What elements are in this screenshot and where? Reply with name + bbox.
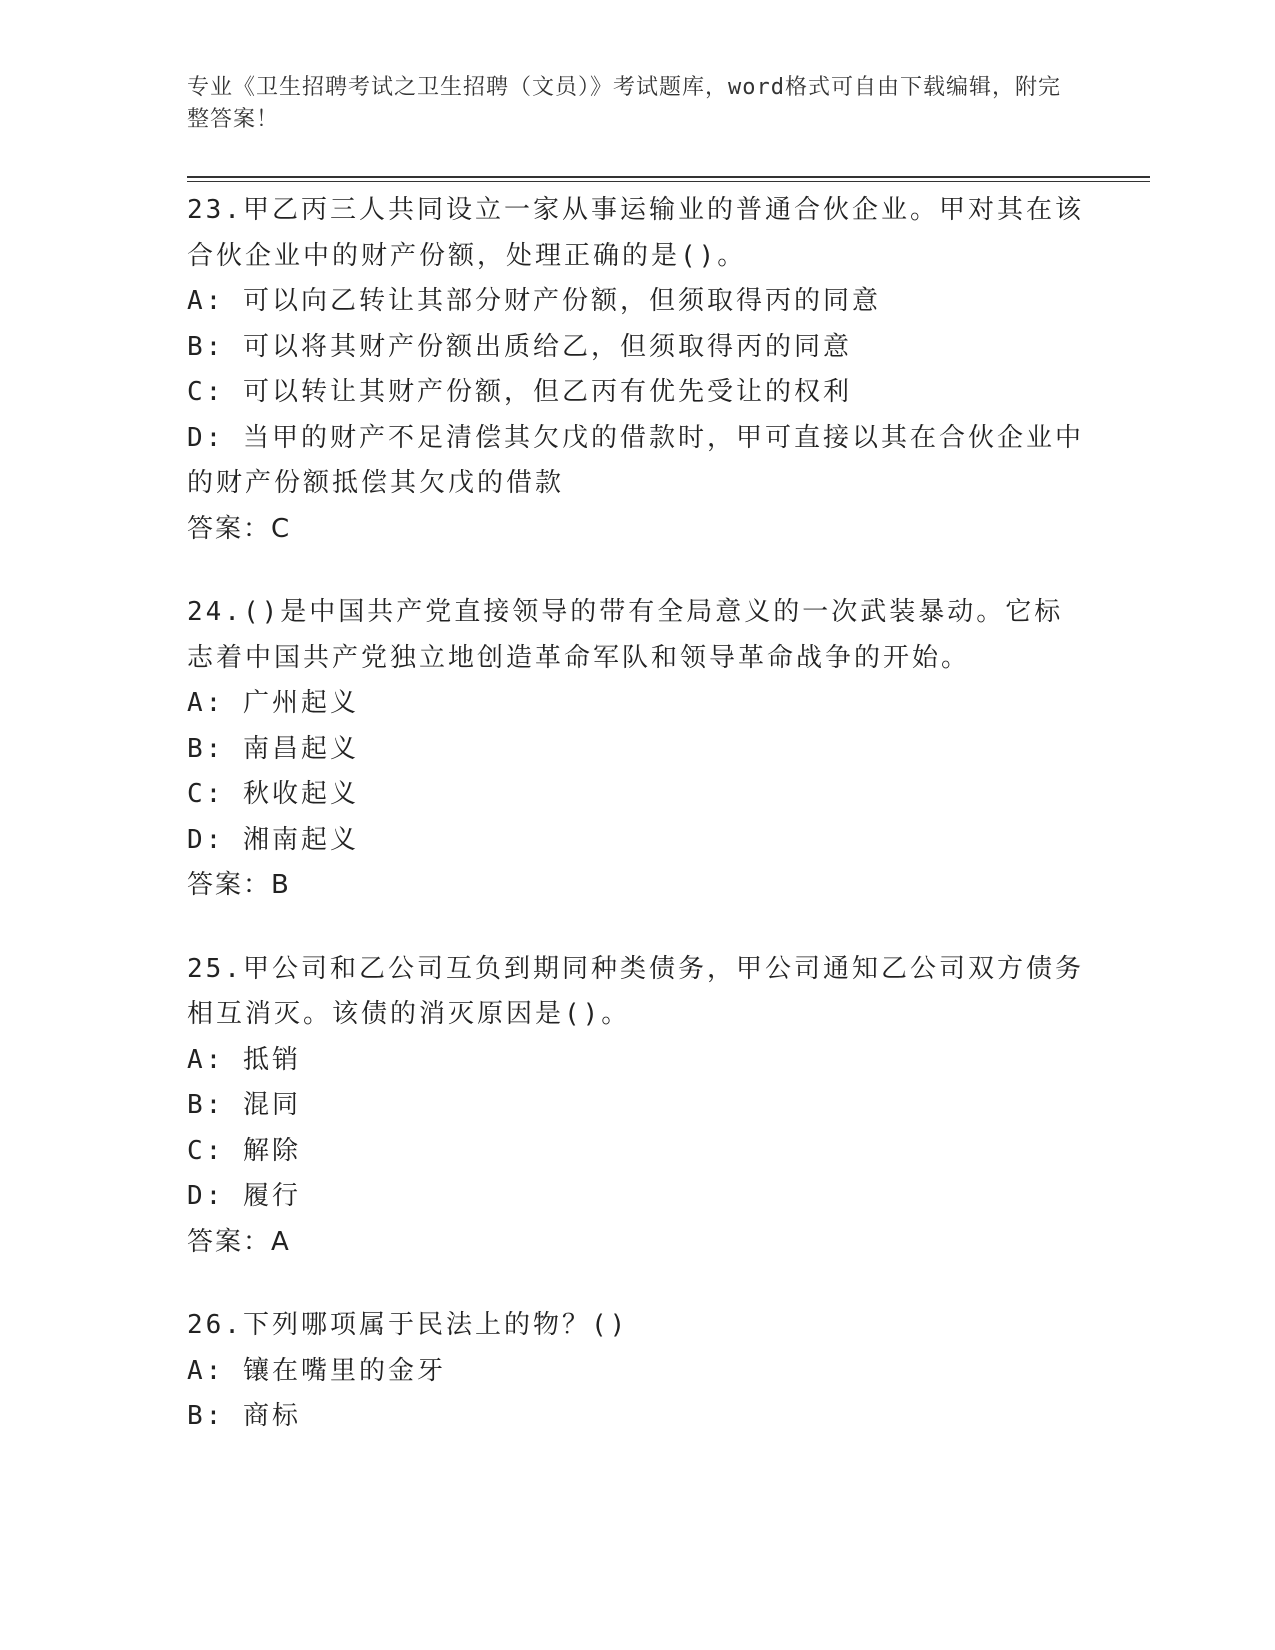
option-a: A: 广州起义	[187, 688, 359, 718]
option-b: B: 南昌起义	[187, 733, 359, 764]
question-24	[187, 590, 1087, 909]
question-stem: 24.()是中国共产党直接领导的带有全局意义的一次武装暴动。它标志着中国共产党独立地创造革命军队和领导革命战争的开始。	[187, 597, 1064, 673]
option-a: A: 镶在嘴里的金牙	[187, 1355, 446, 1386]
answer: 答案：C	[187, 513, 292, 544]
question-26	[187, 1303, 1087, 1440]
question-list	[187, 188, 1087, 1478]
option-b: B: 可以将其财产份额出质给乙，但须取得丙的同意	[187, 331, 852, 362]
option-c: C: 可以转让其财产份额，但乙丙有优先受让的权利	[187, 377, 852, 407]
option-c: C: 解除	[187, 1135, 301, 1166]
option-c: C: 秋收起义	[187, 779, 359, 809]
option-d: D: 当甲的财产不足清偿其欠戊的借款时，甲可直接以其在合伙企业中的财产份额抵偿其欠戊的借款	[187, 422, 1084, 498]
option-d: D: 履行	[187, 1181, 301, 1211]
answer: 答案：B	[187, 870, 291, 900]
option-a: A: 可以向乙转让其部分财产份额，但须取得丙的同意	[187, 286, 881, 316]
header-divider-thin	[187, 181, 1150, 182]
option-d: D: 湘南起义	[187, 824, 359, 855]
question-25	[187, 947, 1087, 1266]
question-stem: 23.甲乙丙三人共同设立一家从事运输业的普通合伙企业。甲对其在该合伙企业中的财产份额，处理正确的是()。	[187, 195, 1084, 271]
question-23	[187, 188, 1087, 552]
option-b: B: 商标	[187, 1401, 301, 1431]
document-intro: 专业《卫生招聘考试之卫生招聘（文员）》考试题库，word格式可自由下载编辑，附完整答案！	[187, 75, 1061, 132]
answer: 答案：A	[187, 1226, 291, 1257]
option-a: A: 抵销	[187, 1044, 301, 1075]
question-stem: 26.下列哪项属于民法上的物？()	[187, 1310, 629, 1340]
header-divider-thick	[187, 176, 1150, 178]
option-b: B: 混同	[187, 1090, 301, 1120]
question-stem: 25.甲公司和乙公司互负到期同种类债务，甲公司通知乙公司双方债务相互消灭。该债的消灭原因是()。	[187, 953, 1084, 1029]
